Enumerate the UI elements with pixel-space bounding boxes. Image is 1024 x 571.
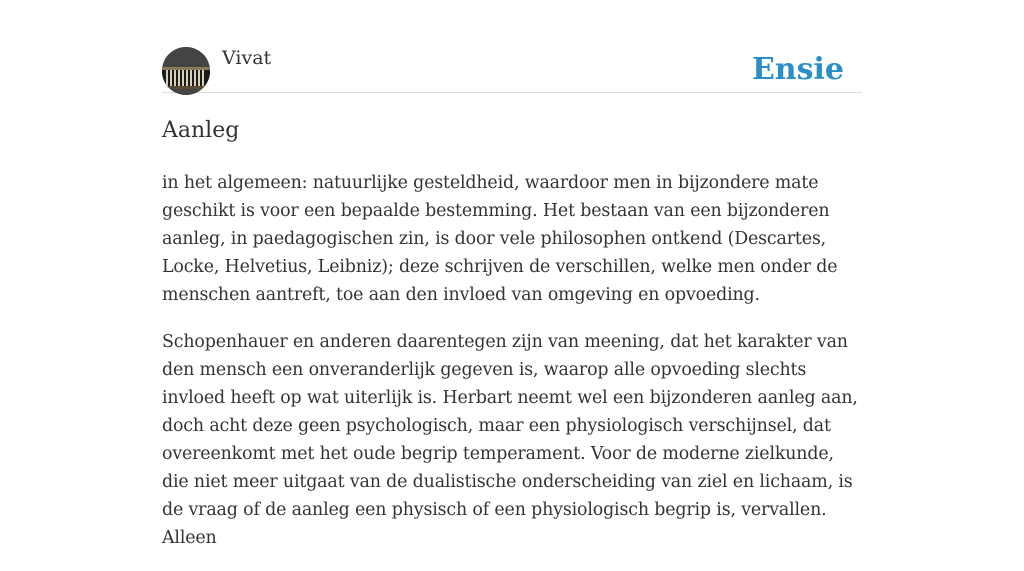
author-name[interactable]: Vivat [222, 47, 272, 69]
brand-logo[interactable]: Ensie [751, 52, 844, 87]
page-title: Aanleg [162, 118, 240, 143]
article-body [162, 169, 862, 571]
avatar[interactable] [162, 47, 210, 95]
paragraph: in het algemeen: natuurlijke gesteldheid, waardoor men in bijzondere mate geschikt is voor een bepaalde bestemming. Het bestaan van een bijzonderen aanleg, in paedagogischen zin, is door vele philosophen ontkend (Descartes, Locke, Helvetius, Leibniz); deze schrijven de verschillen, welke men onder de menschen aantreft, toe aan den invloed van omgeving en opvoeding. [162, 173, 838, 305]
page-header [162, 0, 862, 93]
bookshelf-avatar-icon [162, 47, 210, 95]
page-container [162, 0, 862, 548]
paragraph: Schopenhauer en anderen daarentegen zijn van meening, dat het karakter van den mensch een onveranderlijk gegeven is, waarop alle opvoeding slechts invloed heeft op wat uiterlijk is. Herbart neemt wel een bijzonderen aanleg aan, doch acht deze geen psychologisch, maar een physiologisch verschijnsel, dat overeenkomt met het oude begrip temperament. Voor de moderne zielkunde, die niet meer uitgaat van de dualistische onderscheiding van ziel en lichaam, is de vraag of de aanleg een physisch of een physiologisch begrip is, vervallen. Alleen [162, 332, 858, 548]
